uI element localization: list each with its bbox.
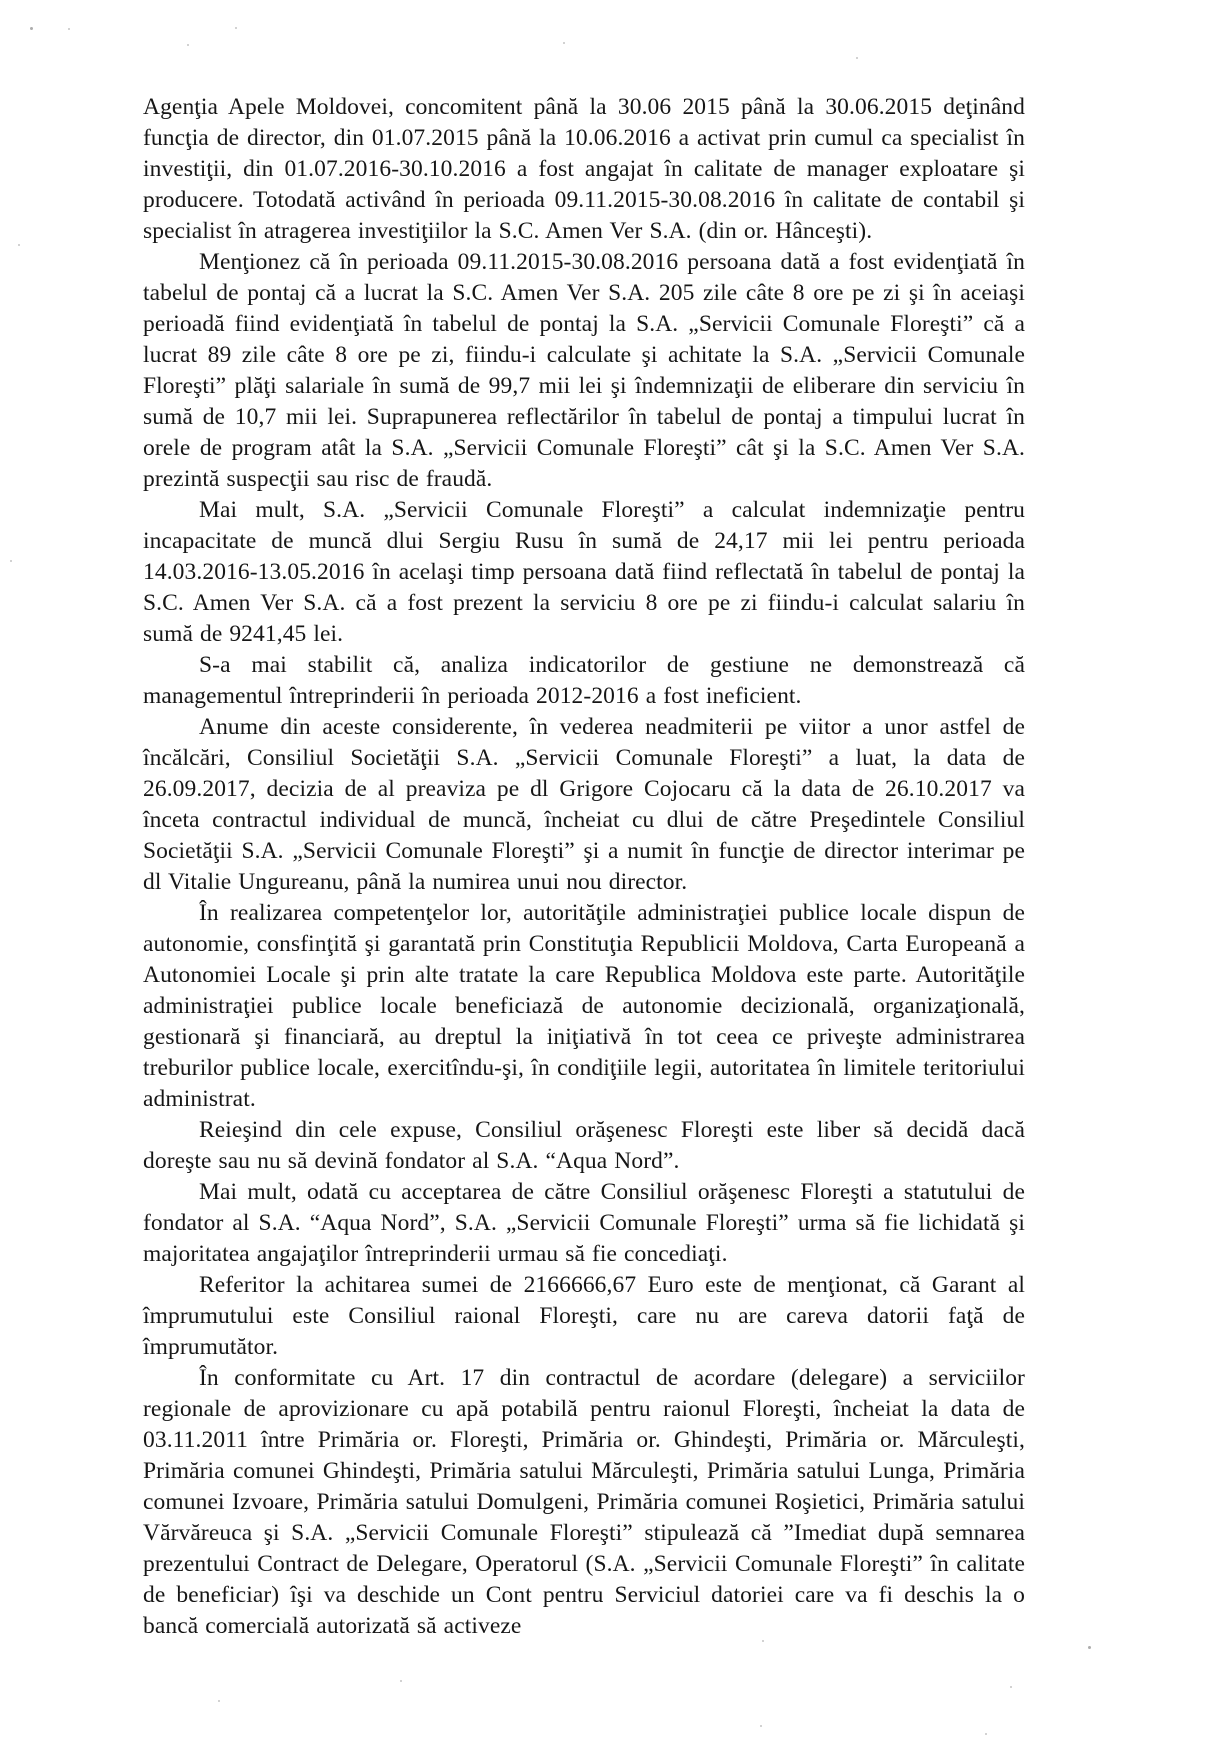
text-block [143, 92, 1025, 1642]
scan-speck [235, 27, 237, 29]
scan-speck [18, 244, 20, 246]
paragraph-delegation-contract: În conformitate cu Art. 17 din contractul de acordare (delegare) a serviciilor regionale de aprovizionare cu apă potabilă pentru raionul Floreşti, încheiat la data de 03.11.2011 între Primăria or. Floreşti, Primăria or. Ghindeşti, Primăria or. Mărculeşti, Primăria comunei Ghindeşti, Primăria satului Mărculeşti, Primăria satului Lunga, Primăria comunei Izvoare, Primăria satului Domulgeni, Primăria comunei Roşietici, Primăria satului Vărvăreuca şi S.A. „Servicii Comunale Floreşti” stipulează că ”Imediat după semnarea prezentului Contract de Delegare, Operatorul (S.A. „Servicii Comunale Floreşti” în calitate de beneficiar) îşi va deschide un Cont pentru Serviciul datoriei care va fi deschis la o bancă comercială autorizată să activeze [143, 1365, 1025, 1639]
scan-speck [10, 560, 12, 562]
scan-speck [400, 1680, 402, 1682]
scan-speck [187, 44, 189, 46]
scan-speck [856, 57, 858, 59]
scan-speck [760, 1725, 762, 1727]
paragraph-loan-guarantor: Referitor la achitarea sumei de 2166666,67 Euro este de menţionat, că Garant al împrumutului este Consiliul raional Floreşti, care nu are careva datorii faţă de împrumutător. [143, 1272, 1025, 1360]
paragraph-council-decision: Anume din aceste considerente, în vederea neadmiterii pe viitor a unor astfel de încălcări, Consiliul Societăţii S.A. „Servicii Comunale Floreşti” a luat, la data de 26.09.2017, decizia de al preaviza pe dl Grigore Cojocaru că la data de 26.10.2017 va înceta contractul individual de muncă, încheiat cu dlui de către Preşedintele Consiliul Societăţii S.A. „Servicii Comunale Floreşti” şi a numit în funcţie de director interimar pe dl Vitalie Ungureanu, până la numirea unui nou director. [143, 714, 1025, 895]
paragraph-incapacity-indemnity: Mai mult, S.A. „Servicii Comunale Floreşti” a calculat indemnizaţie pentru incapacitate de muncă dlui Sergiu Rusu în sumă de 24,17 mii lei pentru perioada 14.03.2016-13.05.2016 în acelaşi timp persoana dată fiind reflectată în tabelul de pontaj la S.C. Amen Ver S.A. că a fost prezent la serviciu 8 ore pe zi fiindu-i calculat salariu în sumă de 9241,45 lei. [143, 497, 1025, 647]
scan-speck [1010, 1686, 1012, 1688]
scan-speck [563, 42, 565, 44]
scan-speck [30, 27, 33, 30]
paragraph-employment-history: Agenţia Apele Moldovei, concomitent până la 30.06 2015 până la 30.06.2015 deţinând funcţia de director, din 01.07.2015 până la 10.06.2016 a activat prin cumul ca specialist în investiţii, din 01.07.2016-30.10.2016 a fost angajat în calitate de manager exploatare şi producere. Totodată activând în perioada 09.11.2015-30.08.2016 în calitate de contabil şi specialist în atragerea investiţiilor la S.C. Amen Ver S.A. (din or. Hânceşti). [143, 94, 1025, 244]
paragraph-management-inefficient: S-a mai stabilit că, analiza indicatorilor de gestiune ne demonstrează că managementul întreprinderii în perioada 2012-2016 a fost ineficient. [143, 652, 1025, 709]
paragraph-timesheet-overlap: Menţionez că în perioada 09.11.2015-30.08.2016 persoana dată a fost evidenţiată în tabelul de pontaj că a lucrat la S.C. Amen Ver S.A. 205 zile câte 8 ore pe zi şi în aceiaşi perioadă fiind evidenţiată în tabelul de pontaj la S.A. „Servicii Comunale Floreşti” că a lucrat 89 zile câte 8 ore pe zi, fiindu-i calculate şi achitate la S.A. „Servicii Comunale Floreşti” plăţi salariale în sumă de 99,7 mii lei şi îndemnizaţii de eliberare din serviciu în sumă de 10,7 mii lei. Suprapunerea reflectărilor în tabelul de pontaj a timpului lucrat în orele de program atât la S.A. „Servicii Comunale Floreşti” cât şi la S.C. Amen Ver S.A. prezintă suspecţii sau risc de fraudă. [143, 249, 1025, 492]
scan-speck [68, 28, 70, 30]
paragraph-founder-decision: Reieşind din cele expuse, Consiliul orăşenesc Floreşti este liber să decidă dacă doreşte sau nu să devină fondator al S.A. “Aqua Nord”. [143, 1117, 1025, 1174]
paragraph-local-autonomy: În realizarea competenţelor lor, autorităţile administraţiei publice locale dispun de autonomie, consfinţită şi garantată prin Constituţia Republicii Moldova, Carta Europeană a Autonomiei Locale şi prin alte tratate la care Republica Moldova este parte. Autorităţile administraţiei publice locale beneficiază de autonomie decizională, organizaţională, gestionară şi financiară, au dreptul la iniţiativă în tot ceea ce priveşte administrarea treburilor publice locale, exercitîndu-şi, în condiţiile legii, autoritatea în limitele teritoriului administrat. [143, 900, 1025, 1112]
scan-speck [218, 1700, 220, 1702]
scan-speck [985, 1733, 987, 1735]
scan-speck [1088, 1646, 1091, 1649]
paragraph-liquidation: Mai mult, odată cu acceptarea de către Consiliul orăşenesc Floreşti a statutului de fondator al S.A. “Aqua Nord”, S.A. „Servicii Comunale Floreşti” urma să fie lichidată şi majoritatea angajaţilor întreprinderii urmau să fie concediaţi. [143, 1179, 1025, 1267]
